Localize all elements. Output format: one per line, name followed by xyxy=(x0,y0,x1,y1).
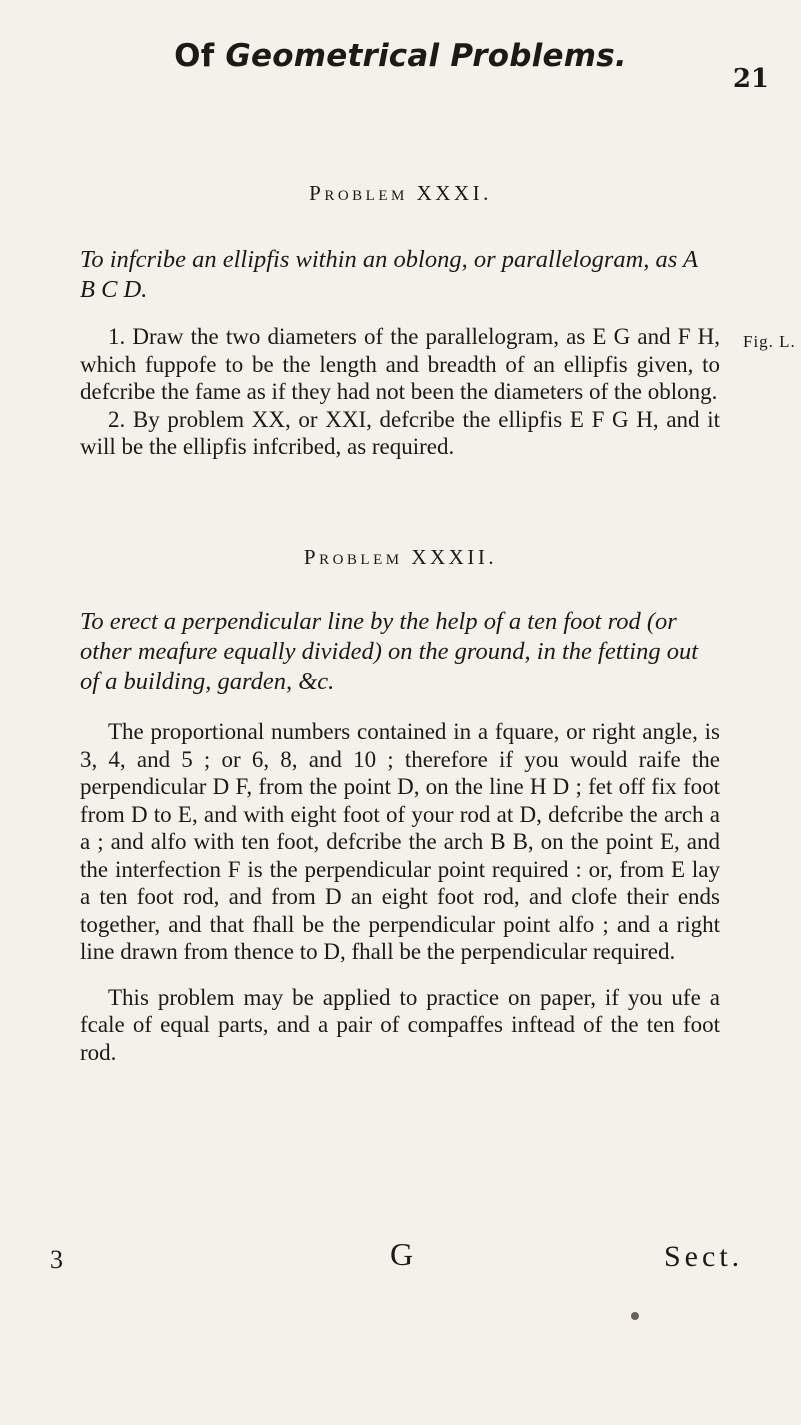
problem-32-body xyxy=(80,718,720,1066)
problem-32-paragraph-2: This problem may be applied to practice on paper, if you ufe a fcale of equal parts, and a pair of compaffes inftead of the ten foot rod. xyxy=(80,984,720,1065)
running-head-plain: Of xyxy=(174,38,226,74)
problem-31-paragraph-1: 1. Draw the two diameters of the parallelogram, as E G and F H, which fuppofe to be the length and breadth of an ellipfis given, to defcribe the fame as if they had not been the diameters of the oblong. xyxy=(80,324,720,404)
problem-32-heading: Problem XXXII. xyxy=(303,545,498,569)
figure-margin-note: Fig. L. xyxy=(743,332,796,351)
problem-31-title: To infcribe an ellipfis within an oblong, or parallelogram, as A B C D. xyxy=(80,246,698,303)
problem-32-title: To erect a perpendicular line by the help of a ten foot rod (or other meafure equally divided) on the ground, in the fetting out of a building, garden, &c. xyxy=(80,608,699,695)
ink-spot xyxy=(631,1312,639,1320)
problem-31-heading: Problem XXXI. xyxy=(309,181,492,205)
catchword: Sect. xyxy=(664,1240,744,1273)
signature-letter: G xyxy=(390,1236,414,1272)
running-head-italic: Geometrical Problems. xyxy=(225,38,627,74)
problem-31-body xyxy=(80,323,720,461)
signature-number: 3 xyxy=(50,1245,63,1274)
running-head xyxy=(0,38,801,74)
problem-31-paragraph-2: 2. By problem XX, or XXI, defcribe the ellipfis E F G H, and it will be the ellipfis infcribed, as required. xyxy=(80,406,720,459)
problem-32-paragraph-1: The proportional numbers contained in a fquare, or right angle, is 3, 4, and 5 ; or 6, 8, and 10 ; therefore if you would raife the perpendicular D F, from the point D, on the line H D ; fet off fix foot from D to E, and with eight foot of your rod at D, defcribe the arch a a ; and alfo with ten foot, defcribe the arch B B, on the point E, and the interfection F is the perpendicular point required : or, from E lay a ten foot rod, and from D an eight foot rod, and clofe their ends together, and that fhall be the perpendicular point alfo ; and a right line drawn from thence to D, fhall be the perpendicular required. xyxy=(80,719,720,964)
page-number: 21 xyxy=(732,64,769,94)
